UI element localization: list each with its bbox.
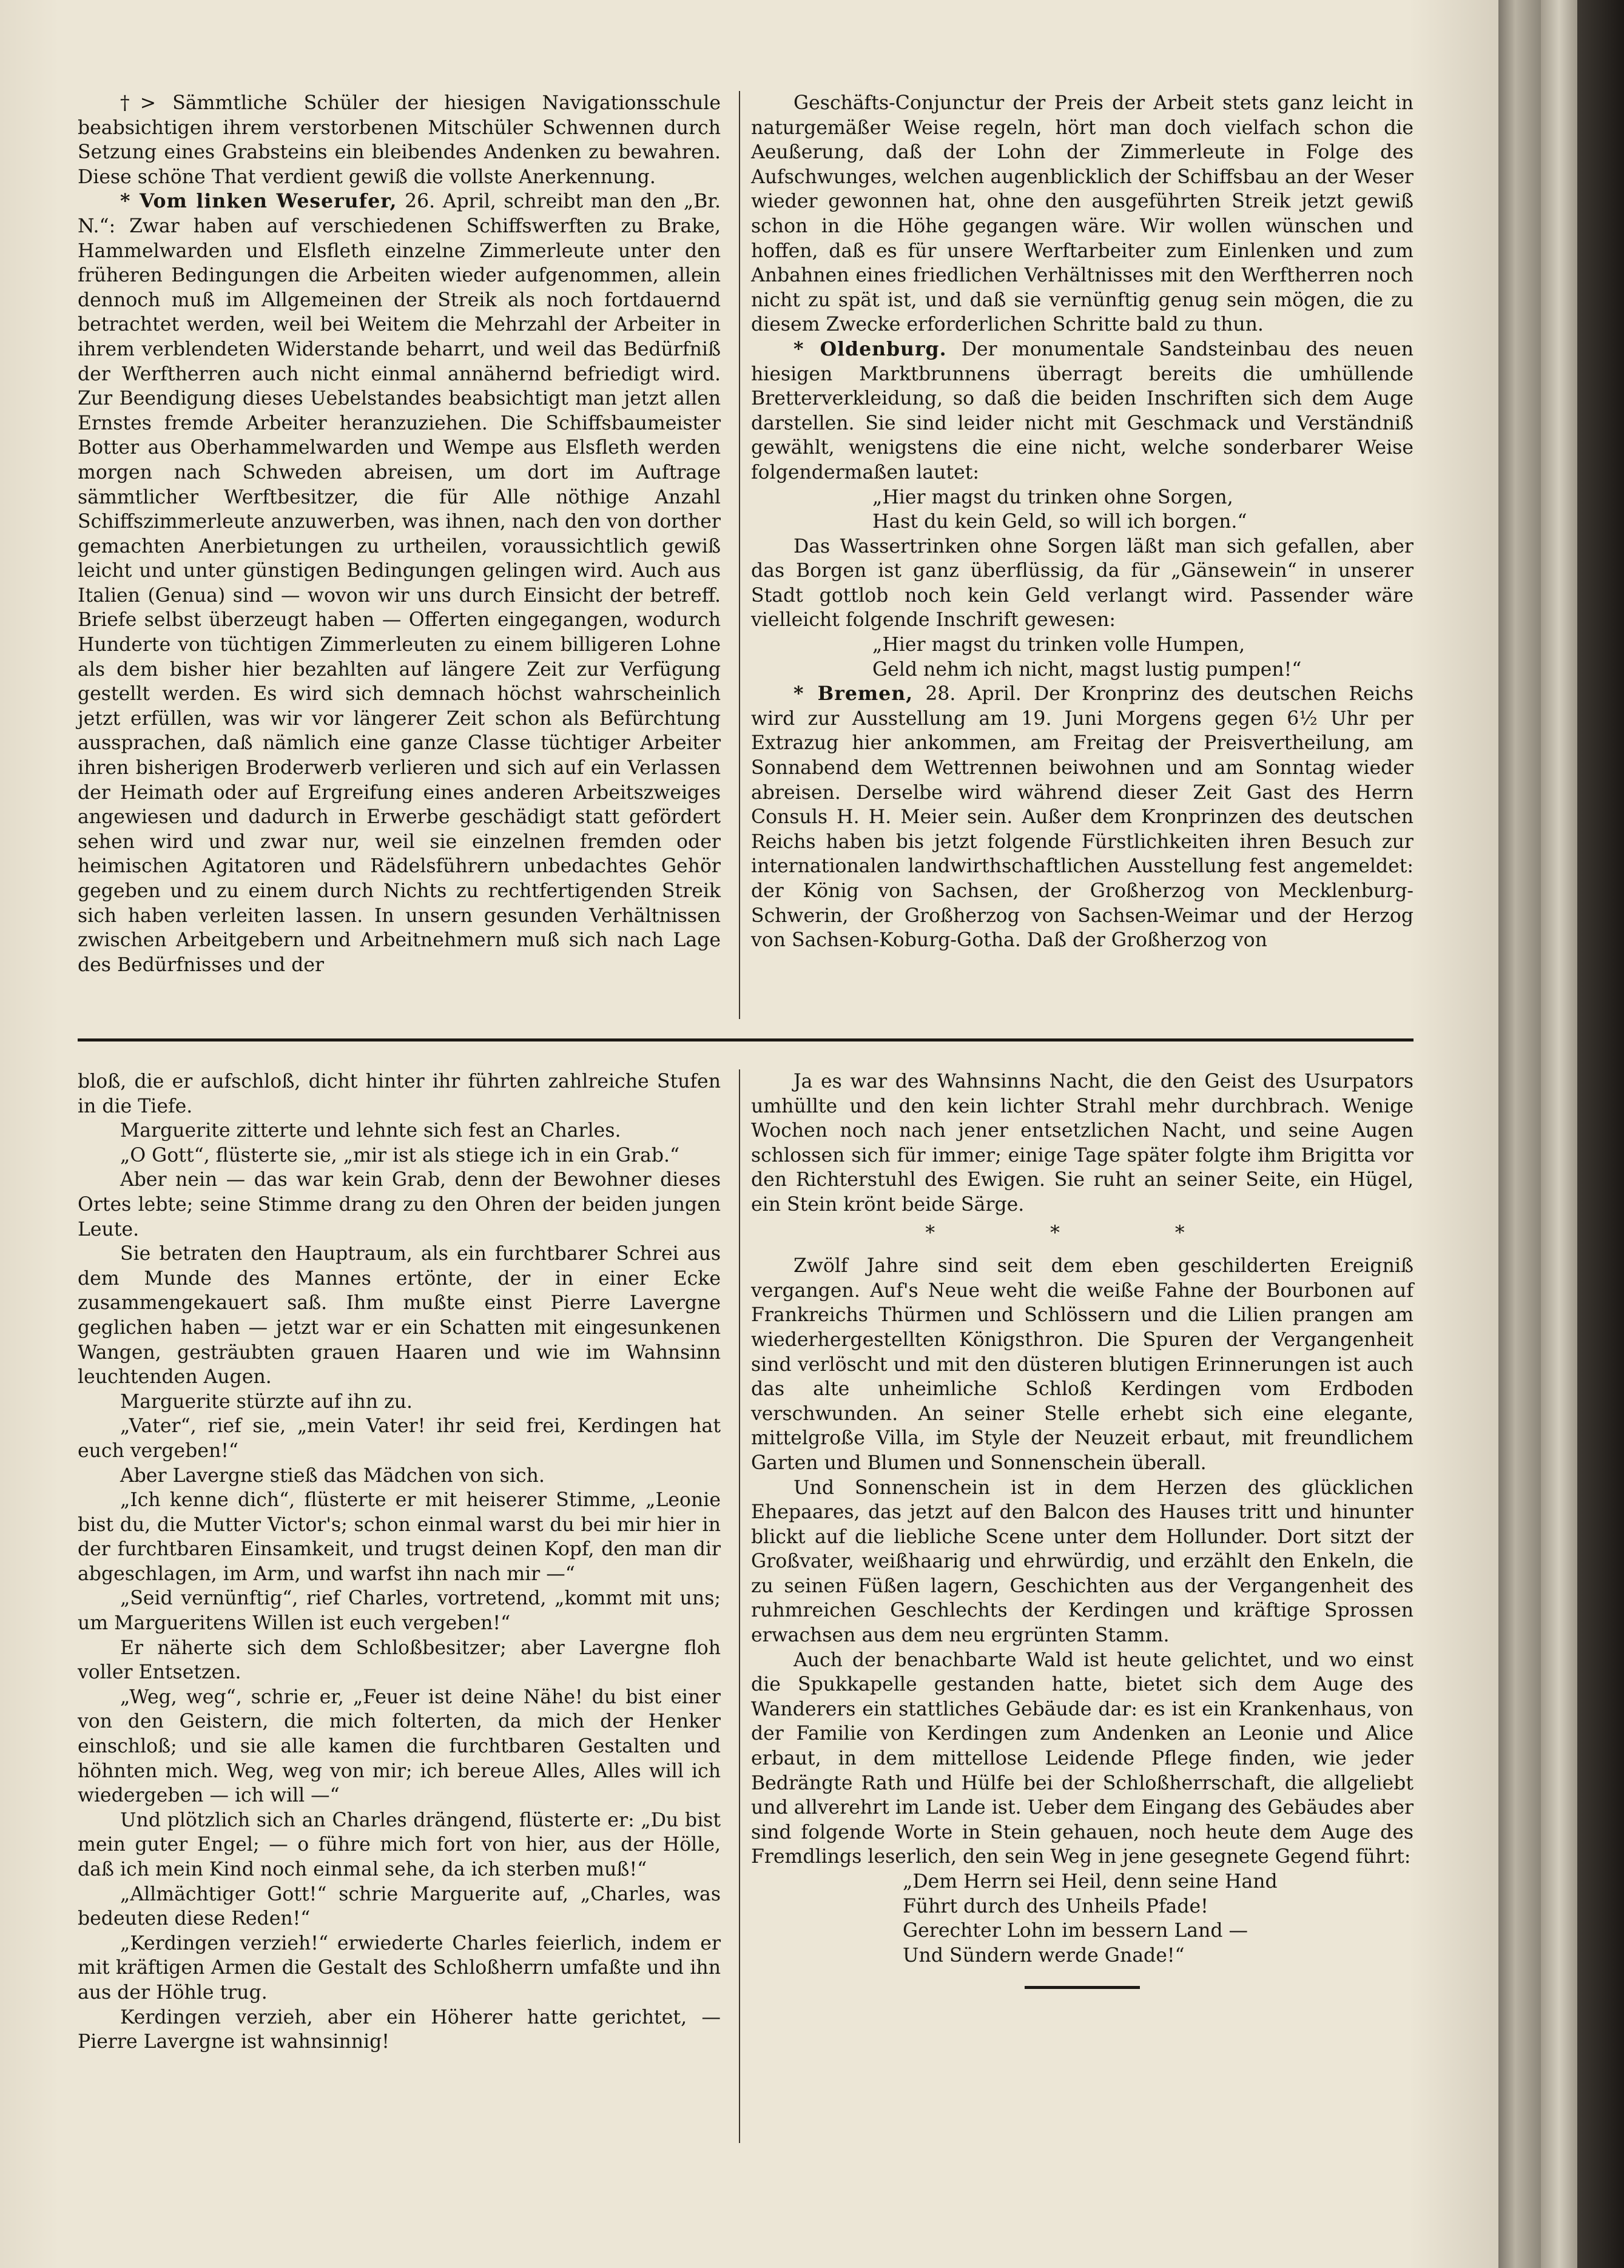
paragraph-text: Aber nein — das war kein Grab, denn der Bewohner dieses Ortes lebte; seine Stimme drang zu den Ohren der beiden jungen Leute. bbox=[78, 1169, 721, 1240]
paragraph bbox=[78, 1586, 721, 1635]
paragraph bbox=[78, 1390, 721, 1415]
paragraph-text: „O Gott“, flüsterte sie, „mir ist als stiege ich in ein Grab.“ bbox=[120, 1144, 680, 1166]
paragraph bbox=[78, 1168, 721, 1242]
page-edge bbox=[1541, 0, 1577, 2268]
paragraph-text: „Hier magst du trinken volle Humpen, bbox=[872, 634, 1245, 656]
paragraph bbox=[78, 1069, 721, 1119]
verse-line bbox=[751, 1869, 1413, 1894]
paragraph-text: Geschäfts-Conjunctur der Preis der Arbeit stets ganz leicht in naturgemäßer Weise regeln, hört man doch vielfach schon die Aeußerung, daß der Lohn der Zimmerleute in Folge des Aufschwunges, welchen augenblicklich der Schiffsbau an der Weser wieder gewonnen hat, ohne den ausgeführten Streik jetzt gewiß schon in die Höhe gegangen wäre. Wir wollen wünschen und hoffen, daß es für unsere Werftarbeiter zum Einlenken und zum Anbahnen eines friedlichen Verhältnisses mit den Werftherren noch nicht zu spät ist, und daß sie vernünftig genug sein mögen, die zu diesem Zwecke erforderlichen Schritte bald zu thun. bbox=[751, 92, 1413, 336]
paragraph-text: „Vater“, rief sie, „mein Vater! ihr seid frei, Kerdingen hat euch vergeben!“ bbox=[78, 1415, 721, 1462]
paragraph-text: Der monumentale Sandsteinbau des neuen hiesigen Marktbrunnens überragt bereits die umhüllende Bretterverkleidung, so daß die beiden Inschriften sich dem Auge darstellen. Sie sind leider nicht mit Geschmack und Verständniß gewählt, wenigstens die eine nicht, welche sonderbarer Weise folgendermaßen lautet: bbox=[751, 338, 1413, 483]
paragraph-text: „Seid vernünftig“, rief Charles, vortretend, „kommt mit uns; um Margueritens Willen ist euch vergeben!“ bbox=[78, 1587, 721, 1635]
paragraph-text: Und Sündern werde Gnade!“ bbox=[903, 1944, 1185, 1967]
verse-line bbox=[751, 485, 1413, 510]
paragraph-text: Geld nehm ich nicht, magst lustig pumpen!“ bbox=[872, 658, 1302, 681]
paragraph-text: Gerechter Lohn im bessern Land — bbox=[903, 1920, 1248, 1942]
verse-line bbox=[751, 1894, 1413, 1919]
paragraph-text: Marguerite zitterte und lehnte sich fest an Charles. bbox=[120, 1120, 621, 1142]
paragraph bbox=[78, 1242, 721, 1390]
section-divider bbox=[78, 1038, 1413, 1041]
verse-line bbox=[751, 1943, 1413, 1968]
paragraph bbox=[751, 337, 1413, 485]
paragraph bbox=[78, 1931, 721, 2005]
paragraph-text: †> Sämmtliche Schüler der hiesigen Navigationsschule beabsichtigen ihrem verstorbenen Mitschüler Schwennen durch Setzung eines Grabsteins ein bleibendes Andenken zu bewahren. Diese schöne That verdient gewiß die vollste Anerkennung. bbox=[78, 92, 721, 188]
paragraph-text: Führt durch des Unheils Pfade! bbox=[903, 1895, 1208, 1917]
binding-shadow bbox=[1577, 0, 1624, 2268]
paragraph-text: „Hier magst du trinken ohne Sorgen, bbox=[872, 486, 1233, 508]
paragraph-text: Sie betraten den Hauptraum, als ein furchtbarer Schrei aus dem Munde des Mannes ertönte, der in einer Ecke zusammengekauert saß. Ihm mußte einst Pierre Lavergne geglichen haben — jetzt war er ein Schatten mit eingesunkenen Wangen, gesträubten grauen Haaren und wie im Wahnsinn leuchtenden Augen. bbox=[78, 1243, 721, 1388]
paragraph-text: Kerdingen verzieh, aber ein Höherer hatte gerichtet, — Pierre Lavergne ist wahnsinnig! bbox=[78, 2006, 721, 2053]
verse-line bbox=[751, 633, 1413, 658]
verse-line bbox=[751, 658, 1413, 682]
paragraph-text: „Dem Herrn sei Heil, denn seine Hand bbox=[903, 1871, 1278, 1893]
paragraph bbox=[78, 1414, 721, 1463]
paragraph bbox=[751, 1069, 1413, 1217]
paragraph bbox=[751, 682, 1413, 953]
paragraph-text: Das Wassertrinken ohne Sorgen läßt man sich gefallen, aber das Borgen ist ganz überflüssig, da für „Gänsewein“ in unserer Stadt gottlob noch kein Geld verlangt wird. Passender wäre vielleicht folgende Inschrift gewesen: bbox=[751, 535, 1413, 631]
verse-line bbox=[751, 1919, 1413, 1943]
news-column-right bbox=[751, 91, 1413, 953]
section-break bbox=[751, 1217, 1413, 1254]
paragraph bbox=[78, 1808, 721, 1882]
paragraph bbox=[751, 1648, 1413, 1869]
paragraph-text: Hast du kein Geld, so will ich borgen.“ bbox=[872, 511, 1247, 533]
paragraph bbox=[78, 1685, 721, 1808]
page-edge bbox=[1498, 0, 1541, 2268]
paragraph-text: „Allmächtiger Gott!“ schrie Marguerite auf, „Charles, was bedeuten diese Reden!“ bbox=[78, 1883, 721, 1930]
story-column-left bbox=[78, 1069, 721, 2054]
story-column-right bbox=[751, 1069, 1413, 1989]
dateline-heading: * Vom linken Weserufer, bbox=[120, 190, 397, 213]
paragraph bbox=[751, 534, 1413, 633]
paragraph-text: Er näherte sich dem Schloßbesitzer; aber Lavergne floh voller Entsetzen. bbox=[78, 1637, 721, 1684]
verse-line bbox=[751, 510, 1413, 534]
paragraph-text: Aber Lavergne stieß das Mädchen von sich. bbox=[120, 1464, 545, 1487]
dateline-heading: * Bremen, bbox=[793, 682, 914, 705]
paragraph bbox=[751, 1254, 1413, 1475]
end-rule bbox=[1025, 1986, 1140, 1989]
paragraph-text: bloß, die er aufschloß, dicht hinter ihr führten zahlreiche Stufen in die Tiefe. bbox=[78, 1071, 721, 1117]
column-divider bbox=[739, 91, 740, 1019]
dateline-heading: * Oldenburg. bbox=[793, 337, 947, 360]
paragraph-text: 28. April. Der Kronprinz des deutschen Reichs wird zur Ausstellung am 19. Juni Morgens gegen 6½ Uhr per Extrazug hier ankommen, am Freitag der Preisvertheilung, am Sonnabend dem Wettrennen beiwohnen und am Sonntag wieder abreisen. Derselbe wird während dieser Zeit Gast des Herrn Consuls H. H. Meier sein. Außer dem Kronprinzen des deutschen Reichs haben bis jetzt folgende Fürstlichkeiten ihren Besuch zur internationalen landwirthschaftlichen Ausstellung fest angemeldet: der König von Sachsen, der Großherzog von Mecklenburg-Schwerin, der Großherzog von Sachsen-Weimar und der Herzog von Sachsen-Koburg-Gotha. Daß der Großherzog von bbox=[751, 683, 1413, 952]
paragraph-text: „Kerdingen verzieh!“ erwiederte Charles feierlich, indem er mit kräftigen Armen die Gestalt des Schloßherrn umfaßte und ihn aus der Höhle trug. bbox=[78, 1932, 721, 2004]
paragraph-text: Auch der benachbarte Wald ist heute gelichtet, und wo einst die Spukkapelle gestanden hatte, bietet sich dem Auge des Wanderers ein stattliches Gebäude dar: es ist ein Krankenhaus, von der Familie von Kerdingen zum Andenken an Leonie und Alice erbaut, in dem mittellose Leidende Pflege finden, wie jeder Bedrängte Rath und Hülfe bei der Schloßherrschaft, die allgeliebt und allverehrt im Lande ist. Ueber dem Eingang des Gebäudes aber sind folgende Worte in Stein gehauen, noch heute dem Auge des Fremdlings leserlich, den sein Weg in jene gesegnete Gegend führt: bbox=[751, 1649, 1413, 1868]
paragraph-text: Und Sonnenschein ist in dem Herzen des glücklichen Ehepaares, das jetzt auf den Balcon des Hauses tritt und hinunter blickt auf die liebliche Scene unter dem Hollunder. Dort sitzt der Großvater, weißhaarig und ehrwürdig, und erzählt den Enkeln, die zu seinen Füßen lagern, Geschichten aus der Vergangenheit des ruhmreichen Geschlechts der Kerdingen und kräftige Sprossen erwachsen aus dem neu ergrünten Stamm. bbox=[751, 1476, 1413, 1647]
paragraph bbox=[78, 1636, 721, 1685]
paragraph bbox=[78, 91, 721, 189]
paragraph-text: „Weg, weg“, schrie er, „Feuer ist deine Nähe! du bist einer von den Geistern, die mich folterten, da mich der Henker einschloß; und sie alle kamen die furchtbaren Gestalten und höhnten mich. Weg, weg von mir; ich bereue Alles, Alles will ich wiedergeben — ich will —“ bbox=[78, 1686, 721, 1807]
paragraph bbox=[751, 91, 1413, 337]
paragraph bbox=[78, 1882, 721, 1931]
paragraph bbox=[78, 1119, 721, 1143]
paragraph-text: Ja es war des Wahnsinns Nacht, die den Geist des Usurpators umhüllte und den kein lichter Strahl mehr durchbrach. Wenige Wochen noch nach jener entsetzlichen Nacht, und seine Augen schlossen sich für immer; einige Tage später folgte ihm Brigitta vor den Richterstuhl des Ewigen. Sie ruht an seiner Seite, ein Hügel, ein Stein krönt beide Särge. bbox=[751, 1071, 1413, 1216]
paragraph bbox=[78, 1488, 721, 1586]
paragraph-text: 26. April, schreibt man den „Br. N.“: Zwar haben auf verschiedenen Schiffswerften zu Brake, Hammelwarden und Elsfleth einzelne Zimmerleute unter den früheren Bedingungen die Arbeiten wieder aufgenommen, allein dennoch muß im Allgemeinen der Streik als noch fortdauernd betrachtet werden, weil bei Weitem die Mehrzahl der Arbeiter in ihrem verblendeten Widerstande beharrt, und weil das Bedürfniß der Werftherren auch nicht einmal annähernd befriedigt wird. Zur Beendigung dieses Uebelstandes beabsichtigt man jetzt allen Ernstes fremde Arbeiter heranzuziehen. Die Schiffsbaumeister Botter aus Oberhammelwarden und Wempe aus Elsfleth werden morgen nach Schweden abreisen, um dort im Auftrage sämmtlicher Werftbesitzer, die für Alle nöthige Anzahl Schiffszimmerleute anzuwerben, was ihnen, nach den von dorther gemachten Anerbietungen zu urtheilen, voraussichtlich gewiß leicht und unter günstigen Bedingungen gelingen wird. Auch aus Italien (Genua) sind — wovon wir uns durch Einsicht der betreff. Briefe selbst überzeugt haben — Offerten eingegangen, wodurch Hunderte von tüchtigen Zimmerleuten zu einem billigeren Lohne als dem bisher hier bezahlten auf längere Zeit zur Verfügung gestellt werden. Es wird sich demnach höchst wahrscheinlich jetzt erfüllen, was wir vor längerer Zeit schon als Befürchtung aussprachen, daß nämlich eine ganze Classe tüchtiger Arbeiter ihren bisherigen Broderwerb verlieren und sich auf ein Verlassen der Heimath oder auf Ergreifung eines anderen Arbeitszweiges angewiesen und dadurch in Erwerbe geschädigt statt gefördert sehen wird und zwar nur, weil sie einzelnen fremden oder heimischen Agitatoren und Rädelsführern unbedachtes Gehör gegeben und zu einem durch Nichts zu rechtfertigenden Streik sich haben verleiten lassen. In unsern gesunden Verhältnissen zwischen Arbeitgebern und Arbeitnehmern muß sich nach Lage des Bedürfnisses und der bbox=[78, 190, 721, 976]
paragraph-text: Zwölf Jahre sind seit dem eben geschilderten Ereigniß vergangen. Auf's Neue weht die weiße Fahne der Bourbonen auf Frankreichs Thürmen und Schlössern und die Lilien prangen am wiederhergestellten Königsthron. Die Spuren der Vergangenheit sind verlöscht und mit den düsteren blutigen Erinnerungen ist auch das alte unheimliche Schloß Kerdingen vom Erdboden verschwunden. An seiner Stelle erhebt sich eine elegante, mittelgroße Villa, im Style der Neuzeit erbaut, mit freundlichem Garten und Blumen und Sonnenschein überall. bbox=[751, 1255, 1413, 1474]
paragraph bbox=[78, 1143, 721, 1168]
column-divider bbox=[739, 1069, 740, 2143]
paragraph-text: „Ich kenne dich“, flüsterte er mit heiserer Stimme, „Leonie bist du, die Mutter Victor's; schon einmal warst du bei mir hier in der furchtbaren Einsamkeit, und trugst deinen Kopf, den man dir abgeschlagen, im Arm, und warfst ihn nach mir —“ bbox=[78, 1489, 721, 1585]
paragraph-text: Und plötzlich sich an Charles drängend, flüsterte er: „Du bist mein guter Engel; — o führe mich fort von hier, aus der Hölle, daß ich mein Kind noch einmal sehe, da ich sterben muß!“ bbox=[78, 1809, 721, 1880]
paragraph bbox=[78, 2005, 721, 2054]
paragraph bbox=[78, 189, 721, 977]
paragraph bbox=[751, 1476, 1413, 1648]
paragraph bbox=[78, 1464, 721, 1489]
news-column-left bbox=[78, 91, 721, 977]
paragraph-text: * * * bbox=[925, 1222, 1239, 1244]
paragraph-text: Marguerite stürzte auf ihn zu. bbox=[120, 1390, 413, 1413]
